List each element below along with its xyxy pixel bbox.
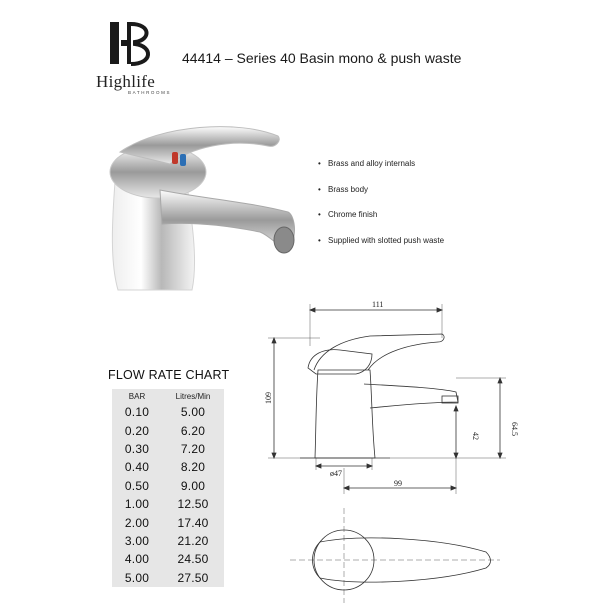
column-header: BAR <box>128 391 146 401</box>
dimension-outlet-height: 42 <box>471 432 480 440</box>
table-row <box>112 477 224 495</box>
highlife-logo-icon <box>107 20 157 66</box>
dimension-height: 109 <box>264 392 273 404</box>
bar-cell: 5.00 <box>124 570 150 585</box>
feature-item: • Brass body <box>318 184 444 210</box>
litres-cell: 27.50 <box>177 570 209 585</box>
brand-subtitle: BATHROOMS <box>128 90 172 95</box>
table-row <box>112 421 224 439</box>
litres-cell: 9.00 <box>180 478 206 493</box>
litres-cell: 6.20 <box>180 423 206 438</box>
bar-cell: 2.00 <box>124 515 150 530</box>
bar-cell: 4.00 <box>124 552 150 567</box>
litres-cell: 24.50 <box>177 552 209 567</box>
table-row <box>112 458 224 476</box>
litres-cell: 12.50 <box>177 497 209 512</box>
litres-cell: 17.40 <box>177 515 209 530</box>
feature-item: • Supplied with slotted push waste <box>318 235 444 261</box>
column-header: Litres/Min <box>175 391 211 401</box>
brand-name: Highlife <box>96 72 156 91</box>
bar-cell: 0.40 <box>124 460 150 475</box>
bar-cell: 0.20 <box>124 423 150 438</box>
page-title: 44414 – Series 40 Basin mono & push waste <box>182 50 462 66</box>
litres-cell: 8.20 <box>180 460 206 475</box>
table-row <box>112 440 224 458</box>
bar-cell: 0.30 <box>124 441 150 456</box>
bar-cell: 0.50 <box>124 478 150 493</box>
litres-cell: 5.00 <box>180 405 206 420</box>
litres-cell: 7.20 <box>180 441 206 456</box>
dimension-reach: 99 <box>394 479 402 488</box>
dimension-base-diameter: ø47 <box>330 469 342 478</box>
flow-rate-chart-title: FLOW RATE CHART <box>108 368 230 382</box>
technical-drawing <box>260 298 520 608</box>
feature-item: • Brass and alloy internals <box>318 158 444 184</box>
bar-cell: 0.10 <box>124 405 150 420</box>
flow-rate-table <box>112 389 224 587</box>
bar-cell: 1.00 <box>124 497 150 512</box>
table-row <box>112 403 224 421</box>
bar-cell: 3.00 <box>124 533 150 548</box>
table-row <box>112 550 224 568</box>
feature-list <box>318 158 444 260</box>
product-photo <box>100 112 300 297</box>
table-row <box>112 532 224 550</box>
feature-item: • Chrome finish <box>318 209 444 235</box>
dimension-width: 111 <box>372 300 384 309</box>
table-header-row <box>112 389 224 403</box>
dimension-spout-height: 64.5 <box>510 422 519 436</box>
litres-cell: 21.20 <box>177 533 209 548</box>
table-row <box>112 495 224 513</box>
table-row <box>112 513 224 531</box>
table-row <box>112 569 224 587</box>
